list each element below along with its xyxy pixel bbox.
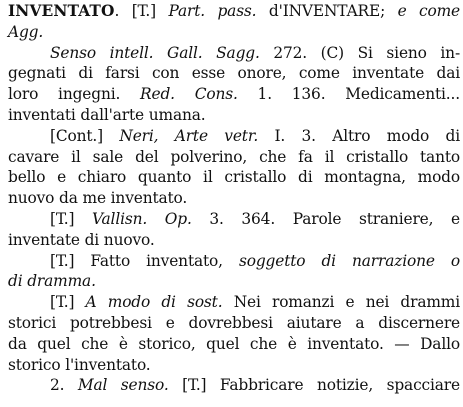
text-line <box>8 126 460 147</box>
text-segment: inventati dall'arte umana. <box>8 105 206 124</box>
italic-text: soggetto di narrazione o <box>238 251 461 270</box>
text-line <box>8 147 460 168</box>
text-segment: [T.] <box>50 293 86 312</box>
text-line <box>8 209 460 230</box>
text-segment: 1. 136. Medicamenti... <box>237 85 460 104</box>
text-segment: gegnati di farsi con esse onore, come inventate dai <box>8 64 460 83</box>
text-line <box>8 313 460 334</box>
text-line <box>8 230 460 251</box>
text-line <box>8 167 460 188</box>
italic-text: di dramma. <box>8 272 96 291</box>
text-line <box>8 251 460 272</box>
text-segment: . [T.] <box>114 2 169 20</box>
text-segment: 272. (C) Si sieno in- <box>259 43 460 62</box>
italic-text: Vallisn. Op. <box>91 209 192 228</box>
italic-text: e come <box>397 2 460 20</box>
text-line <box>8 105 460 126</box>
text-segment: [T.] Fabbricare notizie, spacciare <box>168 376 460 395</box>
text-segment: storico l'inventato. <box>8 355 151 374</box>
text-line <box>8 63 460 84</box>
text-segment: bello e chiaro quanto il cristallo di montagna, modo <box>8 168 460 187</box>
text-line <box>8 271 460 292</box>
text-segment: inventate di nuovo. <box>8 230 155 249</box>
italic-text: Neri, Arte vetr. <box>119 126 259 145</box>
text-line <box>8 188 460 209</box>
text-segment: cavare il sale del polverino, che fa il cristallo tanto <box>8 147 460 166</box>
italic-text: A modo di sost. <box>85 293 223 312</box>
text-segment: da quel che è storico, quel che è inventato. — Dallo <box>8 334 460 353</box>
text-line <box>8 1 460 22</box>
text-segment: nuovo da me inventato. <box>8 189 188 208</box>
text-line <box>8 22 460 43</box>
text-segment: d'INVENTARE; <box>256 2 398 20</box>
italic-text: Senso intell. Gall. Sagg. <box>50 43 260 62</box>
text-segment: 2. <box>50 376 78 395</box>
text-line <box>8 292 460 313</box>
italic-text: Part. pass. <box>168 2 257 20</box>
text-segment: storici potrebbesi e dovrebbesi aiutare a discernere <box>8 313 460 332</box>
text-line <box>8 334 460 355</box>
italic-text: Mal senso. <box>77 376 169 395</box>
text-line <box>8 84 460 105</box>
text-segment: [T.] Fatto inventato, <box>50 251 239 270</box>
dictionary-entry-inventato <box>8 1 460 396</box>
text-segment: Nei romanzi e nei drammi <box>222 293 461 312</box>
text-segment: [Cont.] <box>50 126 120 145</box>
text-line <box>8 355 460 376</box>
italic-text: Agg. <box>8 22 44 41</box>
italic-text: Red. Cons. <box>140 85 238 104</box>
text-segment: I. 3. Altro modo di <box>258 126 460 145</box>
text-segment: 3. 364. Parole straniere, e <box>191 209 460 228</box>
text-segment: loro ingegni. <box>8 85 141 104</box>
text-segment: [T.] <box>50 209 92 228</box>
text-line <box>8 43 460 64</box>
headword: INVENTATO <box>8 2 115 20</box>
text-line <box>8 375 460 396</box>
